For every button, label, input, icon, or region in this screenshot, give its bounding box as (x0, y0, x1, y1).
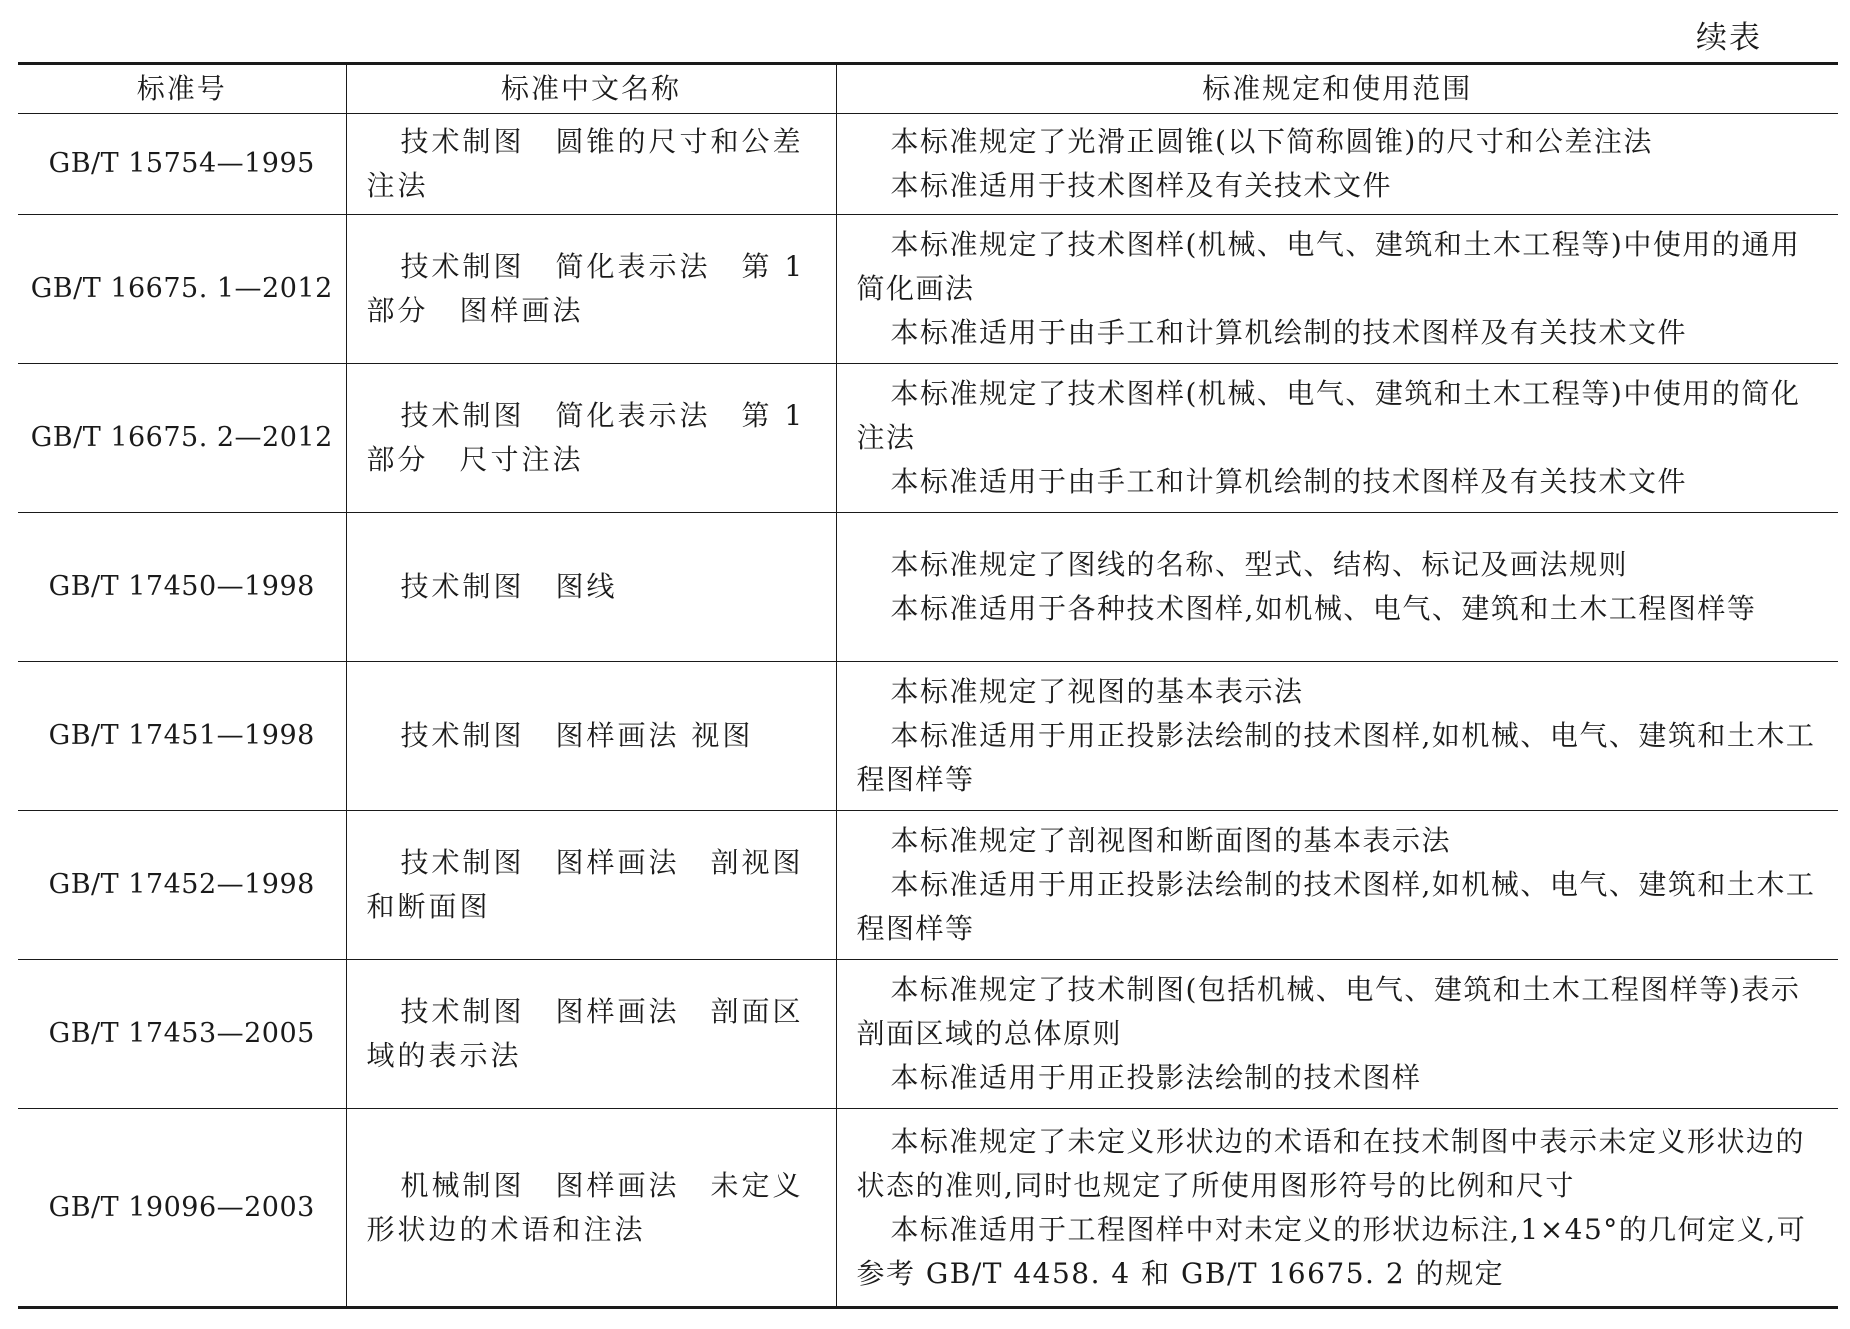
standard-number: GB/T 17452—1998 (18, 811, 346, 960)
standard-name (346, 811, 836, 960)
table-row (18, 960, 1838, 1109)
standard-name-text: 技术制图 简化表示法 第 1 部分 图样画法 (366, 250, 806, 327)
standard-name-text: 技术制图 图样画法 剖面区域的表示法 (366, 995, 804, 1072)
standard-number: GB/T 17453—2005 (18, 960, 346, 1109)
standard-name-text: 技术制图 图样画法 剖视图和断面图 (366, 846, 804, 923)
scope-line: 本标准适用于用正投影法绘制的技术图样 (890, 1061, 1422, 1094)
scope-line: 本标准适用于工程图样中对未定义的形状边标注,1×45°的几何定义,可参考 GB/T 4458. 4 和 GB/T 16675. 2 的规定 (856, 1212, 1807, 1290)
table-row (18, 114, 1838, 215)
standard-name (346, 114, 836, 215)
standard-scope (836, 811, 1838, 960)
table-header-row (18, 64, 1838, 114)
scope-line: 本标准适用于由手工和计算机绘制的技术图样及有关技术文件 (890, 316, 1688, 349)
scope-line: 本标准规定了图线的名称、型式、结构、标记及画法规则 (890, 548, 1629, 581)
scope-line: 本标准规定了技术图样(机械、电气、建筑和土木工程等)中使用的通用简化画法 (856, 228, 1801, 305)
scope-line: 本标准适用于技术图样及有关技术文件 (890, 169, 1393, 202)
standard-name (346, 1109, 836, 1308)
standard-number: GB/T 19096—2003 (18, 1109, 346, 1308)
standard-number: GB/T 17450—1998 (18, 513, 346, 662)
header-standard-number: 标准号 (18, 64, 346, 114)
standard-number: GB/T 17451—1998 (18, 662, 346, 811)
standard-scope (836, 1109, 1838, 1308)
scope-line: 本标准规定了剖视图和断面图的基本表示法 (890, 824, 1452, 857)
standard-name (346, 662, 836, 811)
standard-name-text: 技术制图 圆锥的尺寸和公差注法 (366, 125, 804, 202)
standard-scope (836, 513, 1838, 662)
table-row (18, 1109, 1838, 1308)
standards-table (18, 62, 1838, 1309)
continued-label: 续表 (1696, 20, 1762, 56)
header-chinese-name: 标准中文名称 (346, 64, 836, 114)
standard-scope (836, 662, 1838, 811)
standard-scope (836, 215, 1838, 364)
scope-line: 本标准适用于由手工和计算机绘制的技术图样及有关技术文件 (890, 465, 1688, 498)
scope-line: 本标准适用于各种技术图样,如机械、电气、建筑和土木工程图样等 (890, 592, 1757, 625)
table-row (18, 513, 1838, 662)
standard-scope (836, 114, 1838, 215)
scope-line: 本标准规定了未定义形状边的术语和在技术制图中表示未定义形状边的状态的准则,同时也规定了所使用图形符号的比例和尺寸 (856, 1124, 1806, 1202)
scope-line: 本标准规定了技术图样(机械、电气、建筑和土木工程等)中使用的简化注法 (856, 377, 1801, 454)
scope-line: 本标准适用于用正投影法绘制的技术图样,如机械、电气、建筑和土木工程图样等 (856, 868, 1816, 945)
standard-name-text: 技术制图 图样画法 视图 (400, 719, 754, 752)
scope-line: 本标准适用于用正投影法绘制的技术图样,如机械、电气、建筑和土木工程图样等 (856, 719, 1816, 796)
standard-name (346, 513, 836, 662)
standard-name-text: 技术制图 图线 (400, 570, 618, 603)
header-scope: 标准规定和使用范围 (836, 64, 1838, 114)
standard-number: GB/T 16675. 2—2012 (18, 364, 346, 513)
table-row (18, 364, 1838, 513)
scope-line: 本标准规定了视图的基本表示法 (890, 675, 1304, 708)
table-row (18, 662, 1838, 811)
scope-line: 本标准规定了技术制图(包括机械、电气、建筑和土木工程图样等)表示剖面区域的总体原则 (856, 973, 1801, 1050)
standard-name-text: 技术制图 简化表示法 第 1 部分 尺寸注法 (366, 399, 806, 476)
table-row (18, 215, 1838, 364)
standard-name (346, 215, 836, 364)
standard-number: GB/T 16675. 1—2012 (18, 215, 346, 364)
standard-name-text: 机械制图 图样画法 未定义形状边的术语和注法 (366, 1168, 804, 1246)
standard-scope (836, 960, 1838, 1109)
scope-line: 本标准规定了光滑正圆锥(以下简称圆锥)的尺寸和公差注法 (890, 125, 1653, 158)
standard-name (346, 364, 836, 513)
table-row (18, 811, 1838, 960)
standard-scope (836, 364, 1838, 513)
standard-name (346, 960, 836, 1109)
standard-number: GB/T 15754—1995 (18, 114, 346, 215)
